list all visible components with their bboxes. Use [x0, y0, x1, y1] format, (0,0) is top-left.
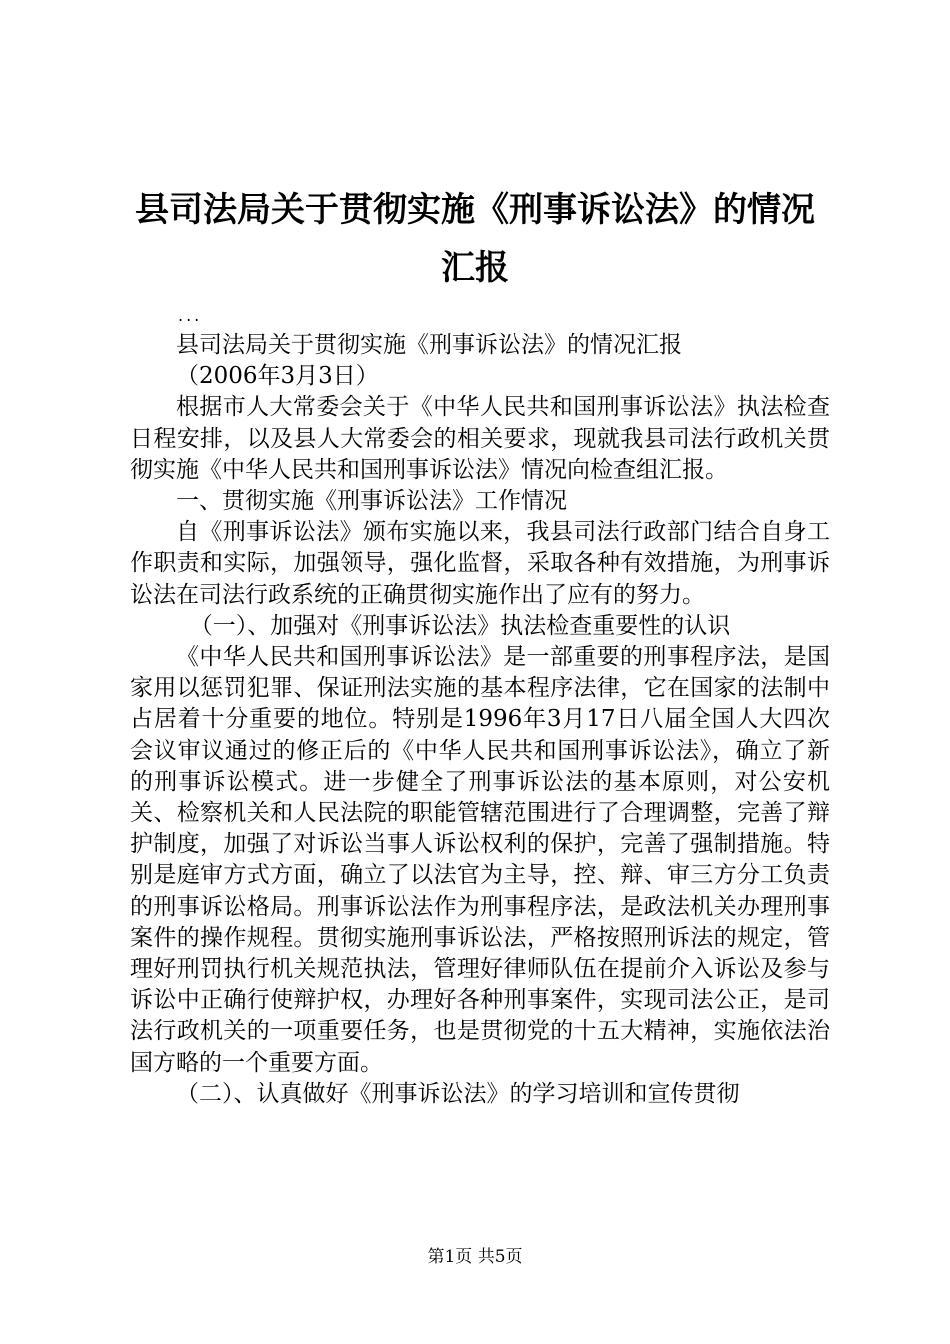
document-title-line-2: 汇报	[441, 248, 509, 288]
subsection-1-paragraph: 《中华人民共和国刑事诉讼法》是一部重要的刑事程序法，是国家用以惩罚犯罪、保证刑法实施的基本程序法律，它在国家的法制中占居着十分重要的地位。特别是1996年3月17日八届全国人大四次会议审议通过的修正后的《中华人民共和国刑事诉讼法》，确立了新的刑事诉讼模式。进一步健全了刑事诉讼法的基本原则，对公安机关、检察机关和人民法院的职能管辖范围进行了合理调整，完善了辩护制度，加强了对诉讼当事人诉讼权利的保护，完善了强制措施。特别是庭审方式方面，确立了以法官为主导，控、辩、审三方分工负责的刑事诉讼格局。刑事诉讼法作为刑事程序法，是政法机关办理刑事案件的操作规程。贯彻实施刑事诉讼法，严格按照刑诉法的规定，管理好刑罚执行机关规范执法，管理好律师队伍在提前介入诉讼及参与诉讼中正确行使辩护权，办理好各种刑事案件，实现司法公正，是司法行政机关的一项重要任务，也是贯彻党的十五大精神，实施依法治国方略的一个重要方面。	[130, 644, 830, 1076]
document-title-line-1: 县司法局关于贯彻实施《刑事诉讼法》的情况	[135, 190, 815, 230]
ellipsis-marker: ...	[178, 306, 203, 325]
document-body	[130, 330, 830, 1110]
subsection-heading-1: （一）、加强对《刑事诉讼法》执法检查重要性的认识	[189, 612, 731, 639]
subsection-heading-2: （二）、认真做好《刑事诉讼法》的学习培训和宣传贯彻	[176, 1080, 740, 1107]
section-heading-1: 一、贯彻实施《刑事诉讼法》工作情况	[176, 488, 567, 515]
section-1-paragraph: 自《刑事诉讼法》颁布实施以来，我县司法行政部门结合自身工作职责和实际，加强领导，强化监督，采取各种有效措施，为刑事诉讼法在司法行政系统的正确贯彻实施作出了应有的努力。	[130, 519, 830, 608]
date-paragraph: （2006年3月3日）	[176, 363, 379, 390]
page-number-footer: 第1页 共5页	[427, 1247, 523, 1267]
intro-paragraph: 根据市人大常委会关于《中华人民共和国刑事诉讼法》执法检查日程安排，以及县人大常委会的相关要求，现就我县司法行政机关贯彻实施《中华人民共和国刑事诉讼法》情况向检查组汇报。	[130, 394, 830, 483]
subtitle-paragraph: 县司法局关于贯彻实施《刑事诉讼法》的情况汇报	[176, 332, 682, 358]
